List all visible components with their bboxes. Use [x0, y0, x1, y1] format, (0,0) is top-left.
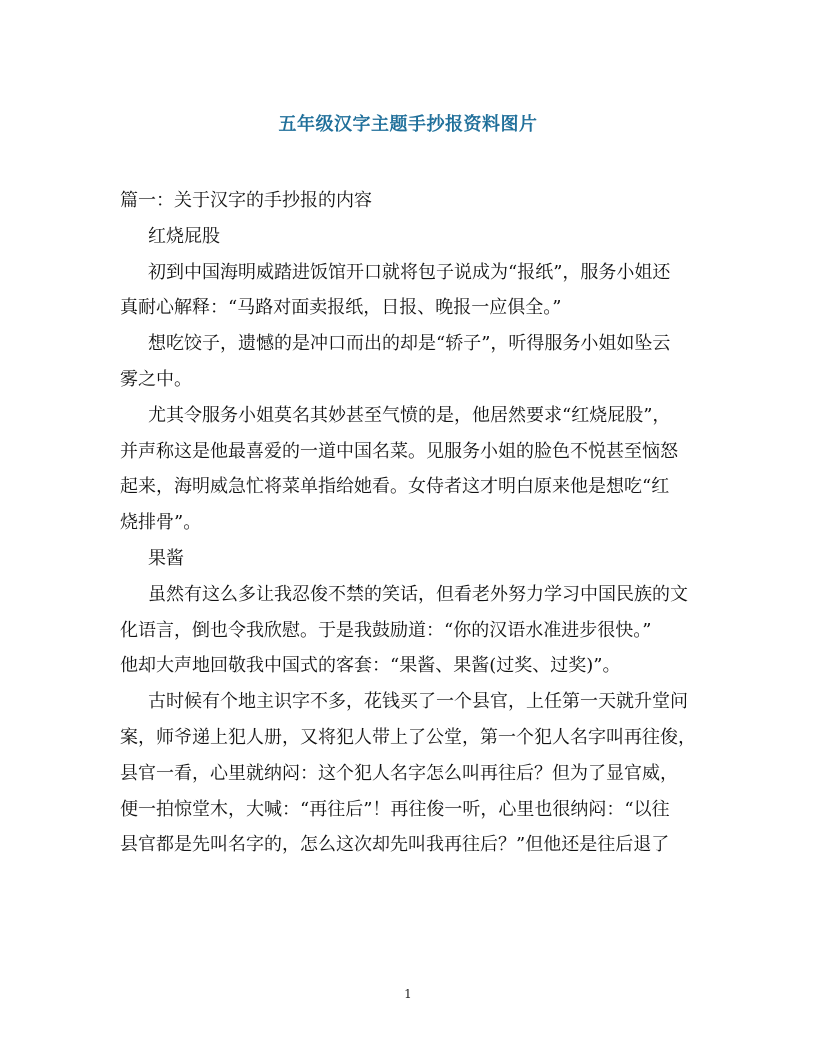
page-number: 1	[404, 987, 412, 1001]
subheading-guojiang: 果酱	[148, 547, 184, 569]
paragraph-line: 便一拍惊堂木，大喊：“再往后”！再往俊一听，心里也很纳闷：“以往	[120, 798, 670, 820]
paragraph-line: 并声称这是他最喜爱的一道中国名菜。见服务小姐的脸色不悦甚至恼怒	[120, 440, 678, 462]
paragraph-line: 虽然有这么多让我忍俊不禁的笑话，但看老外努力学习中国民族的文	[148, 583, 688, 605]
paragraph-line: 初到中国海明威踏进饭馆开口就将包子说成为“报纸”，服务小姐还	[148, 261, 671, 283]
paragraph-line: 县官一看，心里就纳闷：这个犯人名字怎么叫再往后？但为了显官威，	[120, 762, 678, 784]
paragraph-line: 烧排骨”。	[120, 512, 202, 534]
document-body	[120, 183, 698, 863]
paragraph-line: 雾之中。	[120, 368, 192, 390]
paragraph-line: 古时候有个地主识字不多，花钱买了一个县官，上任第一天就升堂问	[148, 691, 688, 713]
paragraph-line: 真耐心解释：“马路对面卖报纸，日报、晚报一应俱全。”	[120, 297, 562, 319]
paragraph-line: 化语言，倒也令我欣慰。于是我鼓励道：“你的汉语水准进步很快。”	[120, 619, 652, 641]
subheading-hongshao: 红烧屁股	[148, 225, 220, 247]
paragraph-line: 他却大声地回敬我中国式的客套：“果酱、果酱(过奖、过奖)”。	[120, 655, 621, 677]
document-title: 五年级汉字主题手抄报资料图片	[278, 114, 538, 135]
paragraph-line: 尤其令服务小姐莫名其妙甚至气愤的是，他居然要求“红烧屁股”，	[148, 404, 671, 426]
paragraph-line: 案，师爷递上犯人册，又将犯人带上了公堂，第一个犯人名字叫再往俊，	[120, 726, 696, 748]
paragraph-line: 起来，海明威急忙将菜单指给她看。女侍者这才明白原来他是想吃“红	[120, 476, 670, 498]
paragraph-line: 想吃饺子，遗憾的是冲口而出的却是“轿子”，听得服务小姐如坠云	[148, 333, 671, 355]
section-heading: 篇一：关于汉字的手抄报的内容	[120, 190, 372, 211]
paragraph-line: 县官都是先叫名字的，怎么这次却先叫我再往后？”但他还是往后退了	[120, 834, 670, 856]
